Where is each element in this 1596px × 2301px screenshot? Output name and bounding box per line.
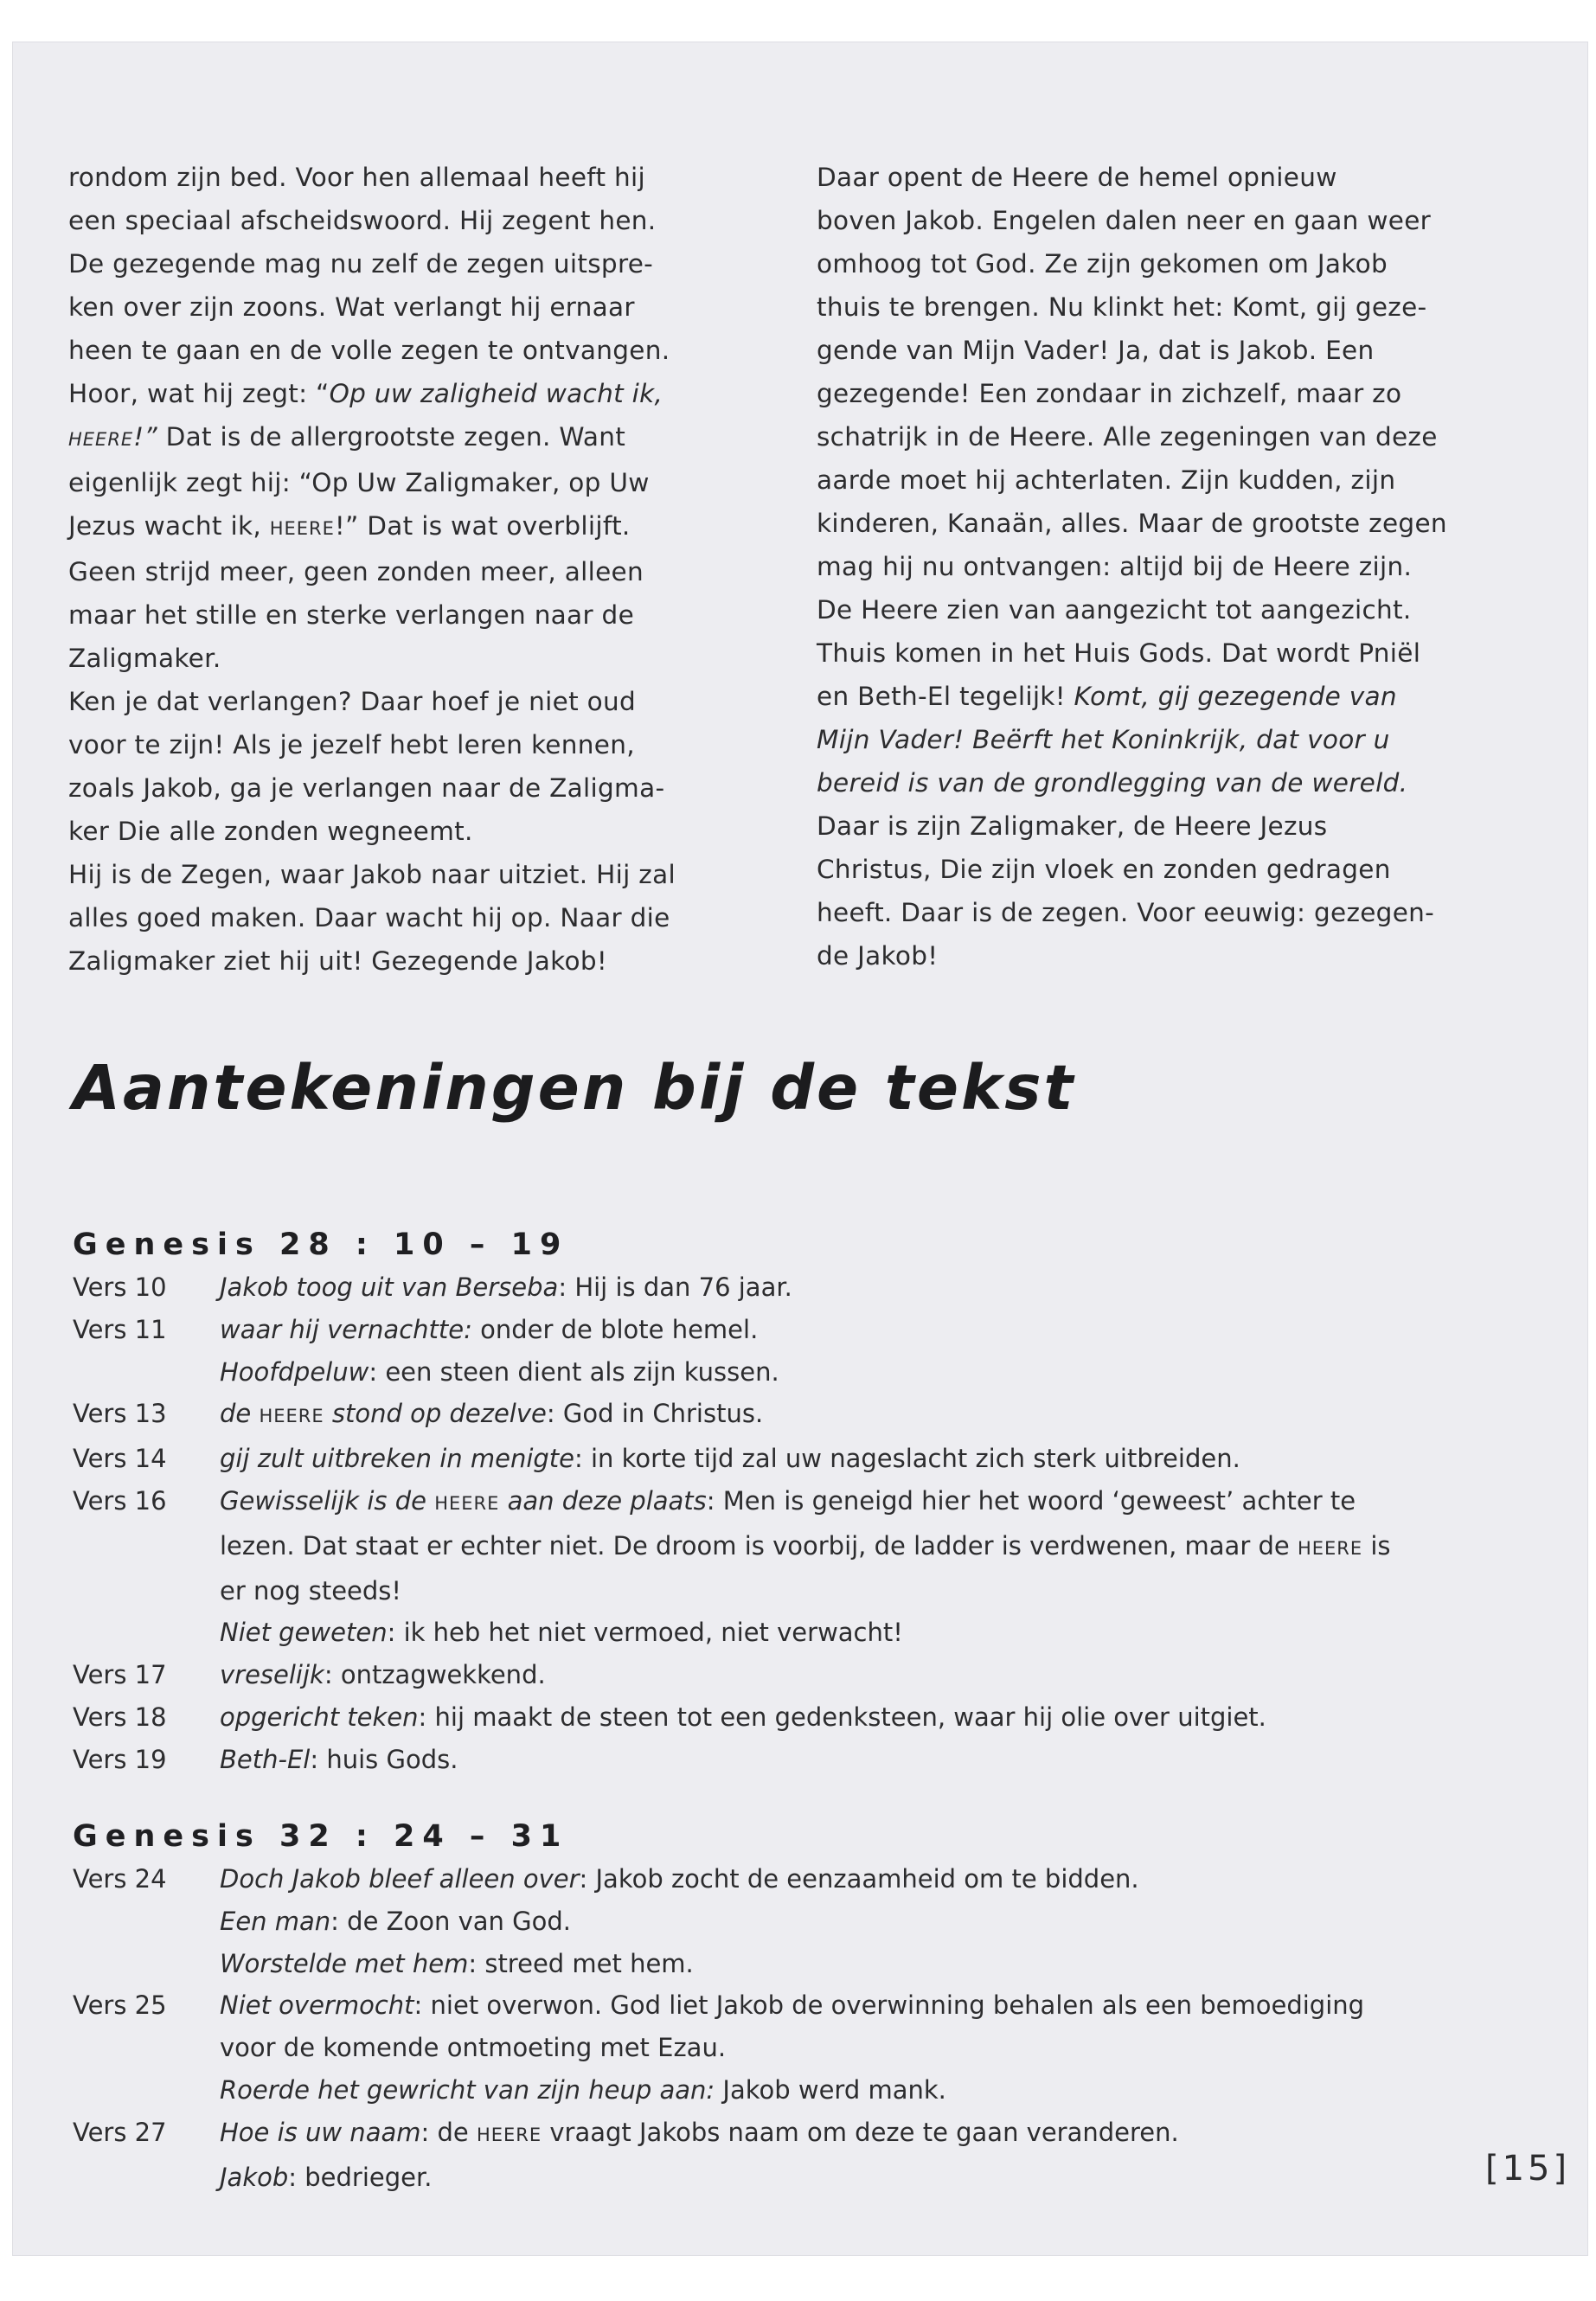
text-run: ker Die alle zonden wegneemt. xyxy=(68,817,473,846)
verse-note xyxy=(73,2112,1543,2157)
text-line xyxy=(68,242,778,285)
text-run: vreselijk xyxy=(220,1660,324,1690)
text-line xyxy=(220,1570,1543,1612)
text-run: Roerde het gewricht van zijn heup aan: xyxy=(220,2074,715,2105)
text-run: Geen strijd meer, geen zonden meer, alleen xyxy=(68,557,644,586)
verse-note-text xyxy=(220,1984,1543,2069)
text-line xyxy=(817,372,1543,415)
text-line xyxy=(68,550,778,593)
text-line xyxy=(68,504,778,550)
text-line xyxy=(68,461,778,504)
verse-note-text xyxy=(220,1351,1543,1394)
verse-label: Vers 25 xyxy=(73,1990,167,2021)
text-run: voor de komende ontmoeting met Ezau. xyxy=(220,2033,727,2063)
text-line xyxy=(220,1696,1543,1739)
verse-note xyxy=(73,1984,1543,2069)
text-run: : Hij is dan 76 jaar. xyxy=(558,1272,792,1302)
text-run: er nog steeds! xyxy=(220,1575,402,1606)
verse-label xyxy=(73,1351,220,1394)
notes-title: Aantekeningen bij de tekst xyxy=(73,1052,1076,1124)
verse-label: Vers 13 xyxy=(73,1399,167,1429)
text-run: HEERE xyxy=(269,518,335,539)
verse-label xyxy=(73,1943,220,1985)
text-run: HEERE xyxy=(1297,1537,1363,1559)
text-run: Gewisselijk is de xyxy=(220,1485,435,1516)
body-text-left-column xyxy=(68,156,778,983)
text-run: opgericht teken xyxy=(220,1702,419,1732)
text-run: Niet overmocht xyxy=(220,1990,414,2021)
verse-note xyxy=(73,1393,1543,1438)
verse-note xyxy=(73,1739,1543,1781)
text-run: Dat is de allergrootste zegen. Want xyxy=(157,422,626,452)
text-line xyxy=(68,680,778,723)
text-run: de Jakob! xyxy=(817,941,939,971)
verse-note-text xyxy=(220,1266,1543,1309)
text-run: : de xyxy=(420,2117,477,2147)
verse-note-text xyxy=(220,2112,1543,2157)
verse-note xyxy=(73,1438,1543,1480)
text-run: : bedrieger. xyxy=(288,2162,433,2192)
verse-note-text xyxy=(220,1309,1543,1351)
text-run: HEERE xyxy=(259,1406,324,1427)
verse-label: Vers 11 xyxy=(73,1314,167,1344)
verse-note xyxy=(73,1943,1543,1985)
text-run: bereid is van de grondlegging van de wereld. xyxy=(817,768,1408,798)
text-run: HEERE xyxy=(476,2124,542,2145)
text-run: : niet overwon. God liet Jakob de overwinning behalen als een bemoediging xyxy=(413,1990,1365,2021)
text-run: kinderen, Kanaän, alles. Maar de grootste zegen xyxy=(817,509,1447,538)
verse-label xyxy=(73,1900,220,1943)
notes-section-genesis-28 xyxy=(73,1223,1543,1781)
text-line xyxy=(817,156,1543,199)
text-run: Doch Jakob bleef alleen over xyxy=(220,1864,580,1894)
verse-label: Vers 10 xyxy=(73,1272,167,1302)
text-run: Komt, gij gezegende van xyxy=(1074,682,1397,711)
text-run: Hoofdpeluw xyxy=(220,1356,369,1387)
text-run: thuis te brengen. Nu klinkt het: Komt, gij geze- xyxy=(817,292,1427,322)
page xyxy=(12,42,1588,2256)
verse-note-text xyxy=(220,1438,1543,1480)
text-line xyxy=(817,458,1543,502)
text-run: zoals Jakob, ga je verlangen naar de Zaligma- xyxy=(68,773,665,803)
text-line xyxy=(817,199,1543,242)
text-line xyxy=(817,588,1543,631)
text-run: eigenlijk zegt hij: “Op Uw Zaligmaker, op Uw xyxy=(68,468,650,497)
verse-note-text xyxy=(220,1393,1543,1438)
text-line xyxy=(220,2157,1543,2199)
text-line xyxy=(220,1739,1543,1781)
text-line xyxy=(220,1654,1543,1696)
text-run: waar hij vernachtte: xyxy=(220,1314,472,1344)
text-line xyxy=(817,502,1543,545)
text-line xyxy=(68,939,778,983)
text-run: aan deze plaats xyxy=(499,1485,707,1516)
verse-note-text xyxy=(220,1654,1543,1696)
verse-note xyxy=(73,1351,1543,1394)
text-run: : een steen dient als zijn kussen. xyxy=(369,1356,779,1387)
text-run: Beth-El xyxy=(220,1744,311,1774)
verse-notes-list xyxy=(73,1266,1543,1781)
text-line xyxy=(220,1612,1543,1654)
text-line xyxy=(68,723,778,766)
verse-label: Vers 17 xyxy=(73,1660,167,1690)
text-line xyxy=(817,631,1543,675)
text-line xyxy=(68,329,778,372)
text-run: !” Dat is wat overblijft. xyxy=(334,511,631,541)
text-line xyxy=(68,156,778,199)
verse-note-text xyxy=(220,1612,1543,1654)
text-line xyxy=(220,1943,1543,1985)
text-run: De Heere zien van aangezicht tot aangezicht. xyxy=(817,595,1412,625)
text-run: lezen. Dat staat er echter niet. De droom is voorbij, de ladder is verdwenen, maar de xyxy=(220,1530,1298,1561)
text-line xyxy=(68,766,778,810)
text-run: Een man xyxy=(220,1906,331,1936)
verse-note-text xyxy=(220,2069,1543,2112)
verse-label: Vers 18 xyxy=(73,1702,167,1732)
text-line xyxy=(68,372,778,415)
text-line xyxy=(68,853,778,896)
text-line xyxy=(220,1984,1543,2027)
verse-note xyxy=(73,1309,1543,1351)
text-line xyxy=(220,1525,1543,1570)
text-run: voor te zijn! Als je jezelf hebt leren kennen, xyxy=(68,730,635,760)
text-line xyxy=(68,593,778,637)
verse-note xyxy=(73,1266,1543,1309)
text-line xyxy=(68,199,778,242)
verse-note-text xyxy=(220,1858,1543,1900)
text-line xyxy=(817,415,1543,458)
text-line xyxy=(817,329,1543,372)
text-line xyxy=(68,285,778,329)
verse-note-text xyxy=(220,1900,1543,1943)
text-run: is xyxy=(1362,1530,1391,1561)
verse-notes-list xyxy=(73,1858,1543,2198)
text-run: Daar is zijn Zaligmaker, de Heere Jezus xyxy=(817,811,1328,841)
text-run: heeft. Daar is de zegen. Voor eeuwig: gezegen- xyxy=(817,898,1435,927)
text-run: Jakob xyxy=(220,2162,289,2192)
text-run: stond op dezelve xyxy=(324,1399,547,1429)
text-run: Hoor, wat hij zegt: “ xyxy=(68,379,330,408)
text-run: Op uw zaligheid wacht ik, xyxy=(329,379,663,408)
text-run: maar het stille en sterke verlangen naar de xyxy=(68,600,635,630)
text-line xyxy=(220,1900,1543,1943)
text-line xyxy=(817,934,1543,977)
text-run: Zaligmaker. xyxy=(68,644,221,673)
text-run: boven Jakob. Engelen dalen neer en gaan weer xyxy=(817,206,1432,235)
text-line xyxy=(220,1480,1543,1525)
text-run: : ontzagwekkend. xyxy=(324,1660,546,1690)
text-line xyxy=(817,242,1543,285)
text-run: Thuis komen in het Huis Gods. Dat wordt Pniël xyxy=(817,638,1421,668)
verse-note-text xyxy=(220,1739,1543,1781)
text-run: Daar opent de Heere de hemel opnieuw xyxy=(817,163,1337,192)
verse-label: Vers 27 xyxy=(73,2117,167,2147)
verse-note xyxy=(73,2069,1543,2112)
verse-note xyxy=(73,1858,1543,1900)
text-line xyxy=(817,804,1543,848)
text-run: Worstelde met hem xyxy=(220,1948,469,1978)
verse-note xyxy=(73,1696,1543,1739)
verse-label xyxy=(73,2069,220,2112)
text-run: mag hij nu ontvangen: altijd bij de Heere zijn. xyxy=(817,552,1413,581)
verse-note xyxy=(73,1480,1543,1612)
text-run: HEERE xyxy=(68,429,134,450)
text-line xyxy=(817,545,1543,588)
text-run: HEERE xyxy=(434,1492,500,1514)
verse-note-text xyxy=(220,1943,1543,1985)
text-run: : in korte tijd zal uw nageslacht zich sterk uitbreiden. xyxy=(574,1444,1240,1474)
verse-note-text xyxy=(220,1696,1543,1739)
verse-note xyxy=(73,1612,1543,1654)
text-run: Zaligmaker ziet hij uit! Gezegende Jakob! xyxy=(68,946,607,976)
text-line xyxy=(68,810,778,853)
text-run: gezegende! Een zondaar in zichzelf, maar zo xyxy=(817,379,1402,408)
section-heading: Genesis 28 : 10 – 19 xyxy=(73,1227,569,1262)
text-run: : hij maakt de steen tot een gedenksteen, waar hij olie over uitgiet. xyxy=(418,1702,1266,1732)
text-run: alles goed maken. Daar wacht hij op. Naar die xyxy=(68,903,670,933)
text-line xyxy=(220,2112,1543,2157)
verse-note-text xyxy=(220,2157,1543,2199)
text-line xyxy=(68,637,778,680)
text-run: vraagt Jakobs naam om deze te gaan veranderen. xyxy=(542,2117,1179,2147)
text-line xyxy=(68,896,778,939)
text-run: De gezegende mag nu zelf de zegen uitspre- xyxy=(68,249,654,279)
text-run: gij zult uitbreken in menigte xyxy=(220,1444,575,1474)
verse-note xyxy=(73,2157,1543,2199)
text-line xyxy=(817,718,1543,761)
text-run: : de Zoon van God. xyxy=(330,1906,571,1936)
text-line xyxy=(817,285,1543,329)
text-run: : Men is geneigd hier het woord ‘geweest’ achter te xyxy=(706,1485,1356,1516)
verse-label: Vers 14 xyxy=(73,1444,167,1474)
text-run: aarde moet hij achterlaten. Zijn kudden, zijn xyxy=(817,465,1396,495)
text-run: : huis Gods. xyxy=(310,1744,458,1774)
text-line xyxy=(817,761,1543,804)
text-run: !” xyxy=(133,422,157,452)
text-line xyxy=(817,675,1543,718)
text-run: Jakob werd mank. xyxy=(715,2074,946,2105)
text-run: heen te gaan en de volle zegen te ontvangen. xyxy=(68,336,670,365)
text-run: Jezus wacht ik, xyxy=(68,511,270,541)
notes-section-genesis-32 xyxy=(73,1815,1543,2198)
text-line xyxy=(220,1351,1543,1394)
text-line xyxy=(220,1309,1543,1351)
verse-note xyxy=(73,1654,1543,1696)
text-run: Ken je dat verlangen? Daar hoef je niet oud xyxy=(68,687,636,716)
text-line xyxy=(68,415,778,461)
text-run: gende van Mijn Vader! Ja, dat is Jakob. Een xyxy=(817,336,1375,365)
text-line xyxy=(220,1858,1543,1900)
text-line xyxy=(817,848,1543,891)
verse-label: Vers 16 xyxy=(73,1485,167,1516)
text-run: Christus, Die zijn vloek en zonden gedragen xyxy=(817,855,1391,884)
verse-label xyxy=(73,2157,220,2199)
body-text-right-column xyxy=(817,156,1543,977)
text-run: omhoog tot God. Ze zijn gekomen om Jakob xyxy=(817,249,1388,279)
text-run: de xyxy=(220,1399,260,1429)
verse-label: Vers 24 xyxy=(73,1864,167,1894)
text-run: : God in Christus. xyxy=(546,1399,764,1429)
verse-note-text xyxy=(220,1480,1543,1612)
text-run: onder de blote hemel. xyxy=(471,1314,759,1344)
text-line xyxy=(817,891,1543,934)
verse-label: Vers 19 xyxy=(73,1744,167,1774)
text-run: rondom zijn bed. Voor hen allemaal heeft hij xyxy=(68,163,646,192)
verse-note xyxy=(73,1900,1543,1943)
text-run: Jakob toog uit van Berseba xyxy=(220,1272,559,1302)
text-run: ken over zijn zoons. Wat verlangt hij ernaar xyxy=(68,292,635,322)
text-line xyxy=(220,1266,1543,1309)
text-run: Niet geweten xyxy=(220,1618,388,1648)
text-run: schatrijk in de Heere. Alle zegeningen van deze xyxy=(817,422,1438,452)
text-run: : Jakob zocht de eenzaamheid om te bidden. xyxy=(579,1864,1139,1894)
text-line xyxy=(220,2027,1543,2069)
text-run: : streed met hem. xyxy=(468,1948,694,1978)
verse-label xyxy=(73,1612,220,1654)
text-line xyxy=(220,2069,1543,2112)
page-number: [15] xyxy=(1485,2149,1571,2189)
text-line xyxy=(220,1438,1543,1480)
section-heading: Genesis 32 : 24 – 31 xyxy=(73,1819,569,1854)
text-run: : ik heb het niet vermoed, niet verwacht! xyxy=(387,1618,903,1648)
text-run: een speciaal afscheidswoord. Hij zegent hen. xyxy=(68,206,657,235)
text-run: Hoe is uw naam xyxy=(220,2117,421,2147)
text-line xyxy=(220,1393,1543,1438)
text-run: Mijn Vader! Beërft het Koninkrijk, dat voor u xyxy=(817,725,1390,754)
text-run: en Beth-El tegelijk! xyxy=(817,682,1074,711)
text-run: Hij is de Zegen, waar Jakob naar uitziet. Hij zal xyxy=(68,860,676,889)
